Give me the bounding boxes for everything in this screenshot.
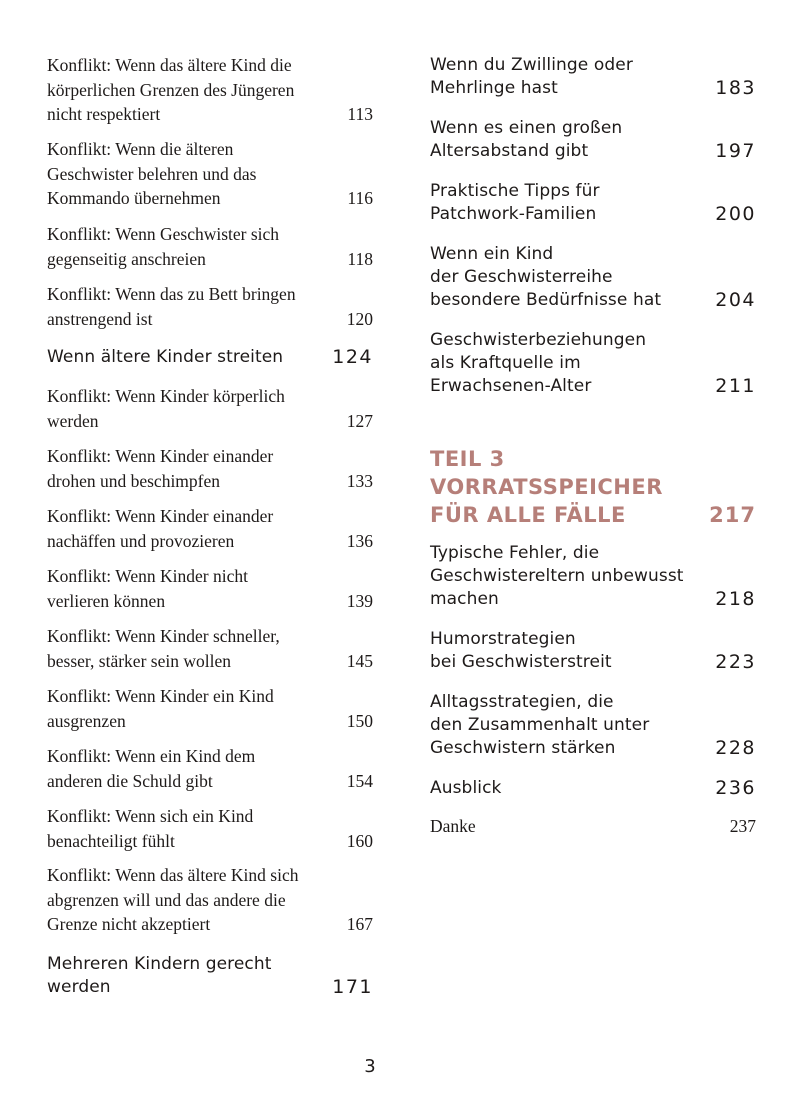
chapter-title: Wenn ein Kind der Geschwisterreihe besondere Bedürfnisse hat <box>430 244 662 310</box>
entry-page-number: 116 <box>347 188 373 208</box>
chapter-title: Praktische Tipps für Patchwork-Familien <box>430 181 600 224</box>
toc-chapter[interactable] <box>430 54 756 100</box>
toc-chapter[interactable] <box>47 953 373 999</box>
toc-entry[interactable] <box>47 564 373 613</box>
toc-chapter[interactable] <box>430 691 756 760</box>
page-number-footer: 3 <box>364 1056 376 1077</box>
chapter-page-number: 211 <box>715 375 756 397</box>
entry-page-number: 127 <box>346 410 373 431</box>
toc-entry[interactable] <box>47 384 373 433</box>
entry-page-number: 150 <box>346 710 373 731</box>
chapter-page-number: 171 <box>332 976 373 998</box>
entry-title: Konflikt: Wenn Kinder ein Kind ausgrenzen <box>47 686 274 731</box>
entry-title: Konflikt: Wenn Kinder schneller, besser, stärker sein wollen <box>47 626 280 671</box>
chapter-title: Typische Fehler, die Geschwistereltern unbewusst machen <box>430 543 684 609</box>
toc-chapter[interactable] <box>430 628 756 674</box>
entry-title: Konflikt: Wenn das ältere Kind die körperlichen Grenzen des Jüngeren nicht respektiert <box>47 55 295 124</box>
chapter-title: Wenn ältere Kinder streiten <box>47 347 284 367</box>
entry-title: Konflikt: Wenn die älteren Geschwister belehren und das Kommando übernehmen <box>47 139 257 208</box>
entry-title: Konflikt: Wenn Kinder körperlich werden <box>47 386 285 431</box>
toc-entry[interactable] <box>47 282 373 331</box>
entry-title: Konflikt: Wenn Kinder nicht verlieren können <box>47 566 248 611</box>
chapter-page-number: 236 <box>715 777 756 799</box>
toc-entry[interactable] <box>47 744 373 793</box>
chapter-title: Humorstrategien bei Geschwisterstreit <box>430 629 612 672</box>
entry-page-number: 136 <box>346 530 373 551</box>
toc-part-heading[interactable] <box>430 445 756 529</box>
toc-entry[interactable] <box>47 504 373 553</box>
chapter-page-number: 183 <box>715 77 756 99</box>
entry-page-number: 113 <box>347 104 373 124</box>
entry-page-number: 118 <box>347 248 373 269</box>
toc-chapter[interactable] <box>430 329 756 398</box>
chapter-page-number: 223 <box>715 651 756 673</box>
toc-chapter[interactable] <box>430 542 756 611</box>
chapter-title: Ausblick <box>430 778 502 798</box>
toc-entry[interactable] <box>47 863 373 937</box>
entry-title: Konflikt: Wenn Kinder einander drohen und beschimpfen <box>47 446 274 491</box>
entry-title: Konflikt: Wenn ein Kind dem anderen die Schuld gibt <box>47 746 256 791</box>
chapter-title: Geschwisterbeziehungen als Kraftquelle im Erwachsenen-Alter <box>430 330 647 396</box>
entry-page-number: 145 <box>346 650 373 671</box>
entry-title: Danke <box>430 816 476 836</box>
toc-chapter[interactable] <box>430 180 756 226</box>
chapter-title: Wenn du Zwillinge oder Mehrlinge hast <box>430 55 633 98</box>
toc-chapter[interactable] <box>47 346 373 369</box>
chapter-title: Mehreren Kindern gerecht werden <box>47 954 272 997</box>
entry-page-number: 120 <box>346 308 373 329</box>
entry-title: Konflikt: Wenn das ältere Kind sich abgrenzen will und das andere die Grenze nicht akzeptiert <box>47 865 299 934</box>
entry-page-number: 160 <box>346 830 373 851</box>
entry-page-number: 154 <box>346 770 373 791</box>
toc-entry[interactable] <box>430 814 756 839</box>
entry-page-number: 133 <box>346 470 373 491</box>
chapter-page-number: 197 <box>715 140 756 162</box>
toc-chapter[interactable] <box>430 777 756 800</box>
entry-title: Konflikt: Wenn sich ein Kind benachteiligt fühlt <box>47 806 254 851</box>
chapter-page-number: 204 <box>715 289 756 311</box>
entry-title: Konflikt: Wenn Geschwister sich gegenseitig anschreien <box>47 224 280 269</box>
entry-title: Konflikt: Wenn Kinder einander nachäffen und provozieren <box>47 506 274 551</box>
toc-entry[interactable] <box>47 53 373 127</box>
toc-chapter[interactable] <box>430 117 756 163</box>
part-title: TEIL 3 VORRATSSPEICHER FÜR ALLE FÄLLE <box>430 447 663 527</box>
toc-entry[interactable] <box>47 222 373 271</box>
toc-entry[interactable] <box>47 624 373 673</box>
chapter-title: Alltagsstrategien, die den Zusammenhalt unter Geschwistern stärken <box>430 692 650 758</box>
toc-entry[interactable] <box>47 804 373 853</box>
entry-page-number: 237 <box>729 816 756 836</box>
part-page-number: 217 <box>709 503 756 527</box>
chapter-page-number: 218 <box>715 588 756 610</box>
chapter-page-number: 228 <box>715 737 756 759</box>
toc-entry[interactable] <box>47 137 373 211</box>
toc-entry[interactable] <box>47 444 373 493</box>
chapter-title: Wenn es einen großen Altersabstand gibt <box>430 118 623 161</box>
entry-page-number: 167 <box>346 914 373 934</box>
entry-page-number: 139 <box>346 590 373 611</box>
toc-entry[interactable] <box>47 684 373 733</box>
toc-chapter[interactable] <box>430 243 756 312</box>
chapter-page-number: 200 <box>715 203 756 225</box>
chapter-page-number: 124 <box>332 346 373 368</box>
entry-title: Konflikt: Wenn das zu Bett bringen anstrengend ist <box>47 284 296 329</box>
